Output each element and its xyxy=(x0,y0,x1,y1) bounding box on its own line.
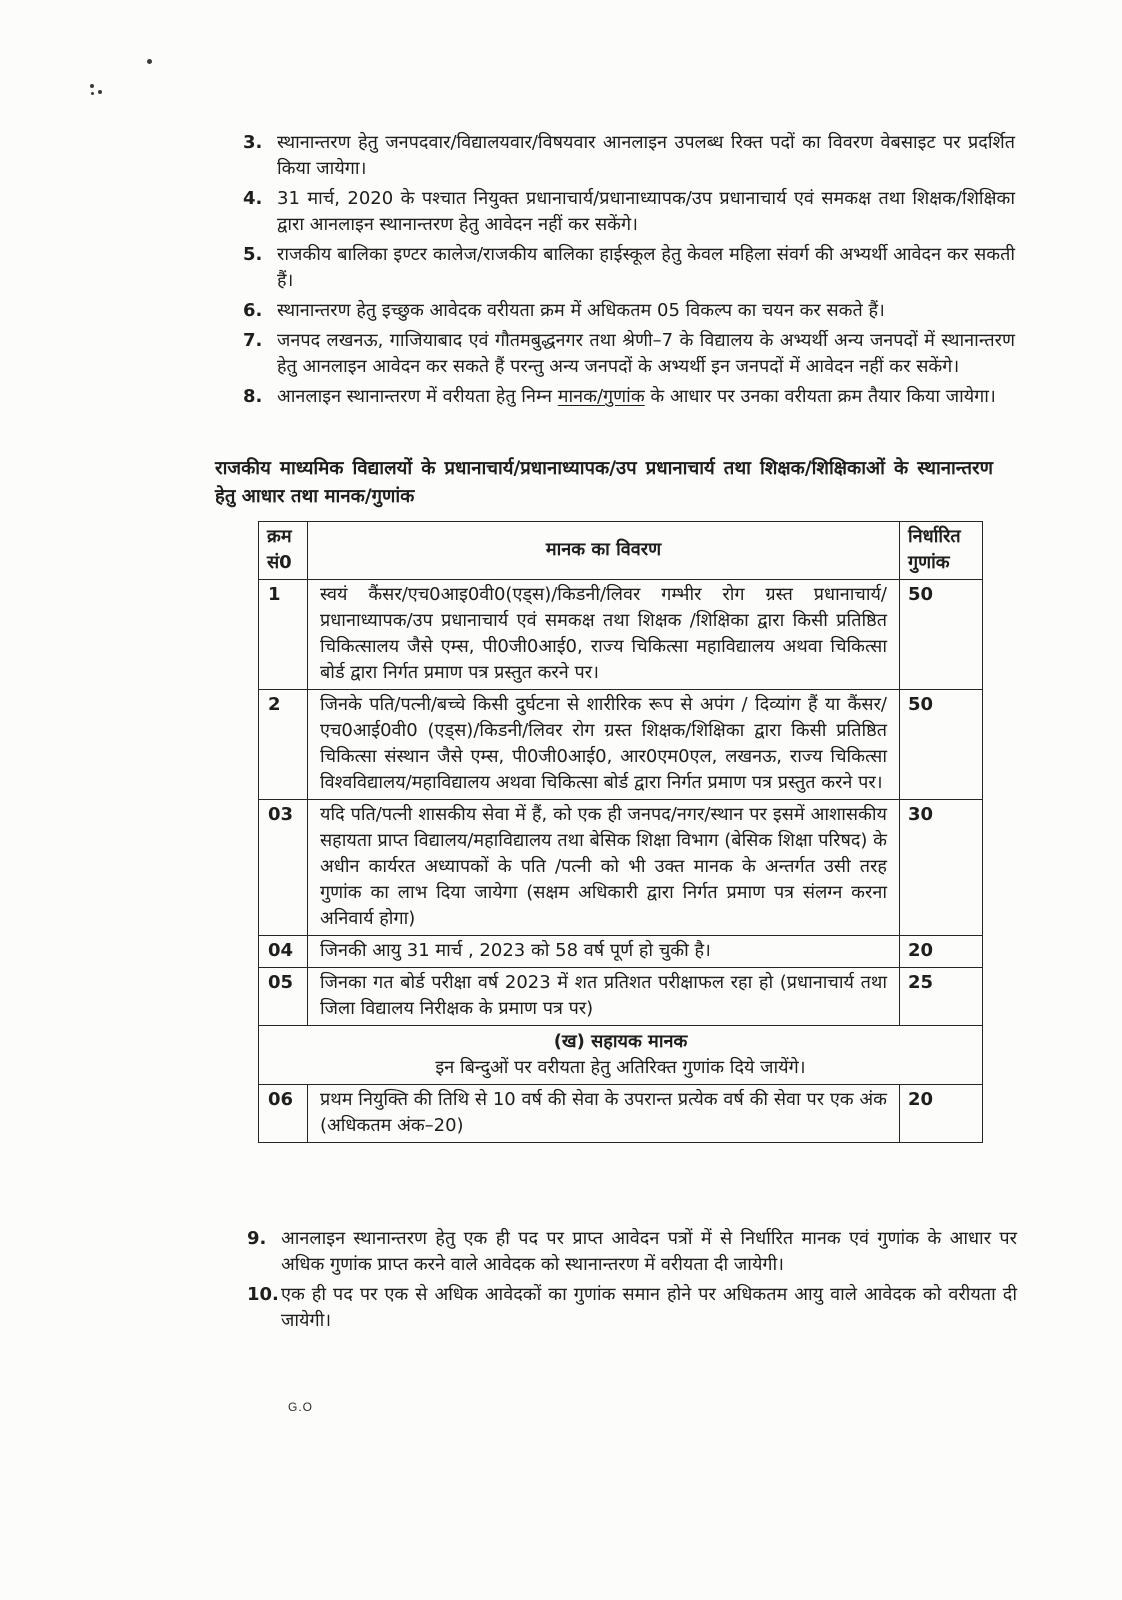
row-description: स्वयं कैंसर/एच0आइ0वी0(एड्स)/किडनी/लिवर गम्भीर रोग ग्रस्त प्रधानाचार्य/प्रधानाध्यापक/उप प्रधानाचार्य एवं समकक्ष तथा शिक्षक /शिक्षिका द्वारा किसी प्रतिष्ठित चिकित्सालय जैसे एम्स, पी0जी0आई0, राज्य चिकित्सा महाविद्यालय अथवा चिकित्सा बोर्ड द्वारा निर्गत प्रमाण पत्र प्रस्तुत करने पर। xyxy=(308,580,900,690)
underlined-term: मानक/गुणांक xyxy=(557,386,645,407)
table-row xyxy=(259,580,983,690)
list-item-7 xyxy=(243,328,1015,380)
row-serial: 06 xyxy=(259,1085,308,1143)
list-number: 8. xyxy=(243,386,263,407)
row-score: 20 xyxy=(900,1085,983,1143)
row-serial: 04 xyxy=(259,936,308,968)
list-text-segment: के आधार पर उनका वरीयता क्रम तैयार किया जायेगा। xyxy=(644,386,996,407)
row-score: 25 xyxy=(900,968,983,1026)
list-item-4 xyxy=(243,186,1015,238)
table-row xyxy=(259,968,983,1026)
list-text: आनलाइन स्थानान्तरण हेतु एक ही पद पर प्राप्त आवेदन पत्रों में से निर्धारित मानक एवं गुणांक के आधार पर अधिक गुणांक प्राप्त करने वाले आवेदक को स्थानान्तरण में वरीयता दी जायेगी। xyxy=(281,1228,1017,1275)
row-score: 20 xyxy=(900,936,983,968)
footer-mark: G.O xyxy=(288,1400,314,1414)
numbered-list-bottom xyxy=(247,1226,1017,1338)
row-serial: 05 xyxy=(259,968,308,1026)
list-item-5 xyxy=(243,242,1015,294)
section-subtitle: इन बिन्दुओं पर वरीयता हेतु अतिरिक्त गुणांक दिये जायेंगे। xyxy=(435,1057,806,1078)
list-text: जनपद लखनऊ, गाजियाबाद एवं गौतमबुद्धनगर तथा श्रेणी–7 के विद्यालय के अभ्यर्थी अन्य जनपदों में स्थानान्तरण हेतु आनलाइन आवेदन कर सकते हैं परन्तु अन्य जनपदों के अभ्यर्थी इन जनपदों में आवेदन नहीं कर सकेंगे। xyxy=(277,330,1015,377)
row-score: 50 xyxy=(900,690,983,800)
header-score: निर्धारित गुणांक xyxy=(900,522,983,580)
numbered-list-top xyxy=(243,130,1015,414)
scan-speck xyxy=(98,90,102,94)
list-text-segment: आनलाइन स्थानान्तरण में वरीयता हेतु निम्न xyxy=(277,386,558,407)
header-description: मानक का विवरण xyxy=(308,522,900,580)
list-item-6 xyxy=(243,298,1015,324)
row-description: जिनकी आयु 31 मार्च , 2023 को 58 वर्ष पूर्ण हो चुकी है। xyxy=(308,936,900,968)
list-number: 10. xyxy=(247,1284,279,1305)
list-number: 6. xyxy=(243,300,263,321)
list-text: 31 मार्च, 2020 के पश्चात नियुक्त प्रधानाचार्य/प्रधानाध्यापक/उप प्रधानाचार्य एवं समकक्ष तथा शिक्षक/शिक्षिका द्वारा आनलाइन स्थानान्तरण हेतु आवेदन नहीं कर सकेंगे। xyxy=(277,188,1015,235)
list-number: 7. xyxy=(243,330,263,351)
table-row xyxy=(259,936,983,968)
scan-speck xyxy=(90,84,94,88)
list-text: स्थानान्तरण हेतु इच्छुक आवेदक वरीयता क्रम में अधिकतम 05 विकल्प का चयन कर सकते हैं। xyxy=(277,300,885,321)
row-serial: 1 xyxy=(259,580,308,690)
table-row xyxy=(259,1085,983,1143)
list-number: 5. xyxy=(243,244,263,265)
section-cell xyxy=(259,1026,983,1085)
row-description: जिनका गत बोर्ड परीक्षा वर्ष 2023 में शत प्रतिशत परीक्षाफल रहा हो (प्रधानाचार्य तथा जिला विद्यालय निरीक्षक के प्रमाण पत्र पर) xyxy=(308,968,900,1026)
list-item-8 xyxy=(243,384,1015,410)
list-text: स्थानान्तरण हेतु जनपदवार/विद्यालयवार/विषयवार आनलाइन उपलब्ध रिक्त पदों का विवरण वेबसाइट पर प्रदर्शित किया जायेगा। xyxy=(277,132,1015,179)
table-row xyxy=(259,800,983,936)
row-serial: 03 xyxy=(259,800,308,936)
list-number: 9. xyxy=(247,1228,267,1249)
row-serial: 2 xyxy=(259,690,308,800)
header-serial-line1: क्रम xyxy=(267,526,292,547)
table-row xyxy=(259,690,983,800)
list-text: राजकीय बालिका इण्टर कालेज/राजकीय बालिका हाईस्कूल हेतु केवल महिला संवर्ग की अभ्यर्थी आवेदन कर सकती हैं। xyxy=(277,244,1015,291)
list-text xyxy=(277,384,1015,410)
list-number: 3. xyxy=(243,132,263,153)
scan-speck xyxy=(147,59,152,64)
row-score: 30 xyxy=(900,800,983,936)
list-item-9 xyxy=(247,1226,1017,1278)
table-heading: राजकीय माध्यमिक विद्यालयों के प्रधानाचार्य/प्रधानाध्यापक/उप प्रधानाचार्य तथा शिक्षक/शिक्षिकाओं के स्थानान्तरण हेतु आधार तथा मानक/गुणांक xyxy=(215,458,993,507)
row-description: प्रथम नियुक्ति की तिथि से 10 वर्ष की सेवा के उपरान्त प्रत्येक वर्ष की सेवा पर एक अंक (अधिकतम अंक–20) xyxy=(308,1085,900,1143)
criteria-table xyxy=(258,521,983,1143)
row-description: यदि पति/पत्नी शासकीय सेवा में हैं, को एक ही जनपद/नगर/स्थान पर इसमें आशासकीय सहायता प्राप्त विद्यालय/महाविद्यालय तथा बेसिक शिक्षा विभाग (बेसिक शिक्षा परिषद) के अधीन कार्यरत अध्यापकों के पति /पत्नी को भी उक्त मानक के अन्तर्गत उसी तरह गुणांक का लाभ दिया जायेगा (सक्षम अधिकारी द्वारा निर्गत प्रमाण पत्र संलग्न करना अनिवार्य होगा) xyxy=(308,800,900,936)
table-header-row xyxy=(259,522,983,580)
row-score: 50 xyxy=(900,580,983,690)
section-title: (ख) सहायक मानक xyxy=(553,1031,688,1052)
list-text: एक ही पद पर एक से अधिक आवेदकों का गुणांक समान होने पर अधिकतम आयु वाले आवेदक को वरीयता दी जायेगी। xyxy=(281,1284,1017,1331)
list-number: 4. xyxy=(243,188,263,209)
list-item-10 xyxy=(247,1282,1017,1334)
table-section-row xyxy=(259,1026,983,1085)
scan-speck xyxy=(91,92,94,95)
list-item-3 xyxy=(243,130,1015,182)
row-description: जिनके पति/पत्नी/बच्चे किसी दुर्घटना से शारीरिक रूप से अपंग / दिव्यांग हैं या कैंसर/एच0आई0वी0 (एड्स)/किडनी/लिवर रोग ग्रस्त शिक्षक/शिक्षिका द्वारा किसी प्रतिष्ठित चिकित्सा संस्थान जैसे एम्स, पी0जी0आई0, आर0एम0एल, लखनऊ, राज्य चिकित्सा विश्वविद्यालय/महाविद्यालय अथवा चिकित्सा बोर्ड द्वारा निर्गत प्रमाण पत्र प्रस्तुत करने पर। xyxy=(308,690,900,800)
header-serial-line2: सं0 xyxy=(267,552,292,573)
header-serial xyxy=(259,522,308,580)
